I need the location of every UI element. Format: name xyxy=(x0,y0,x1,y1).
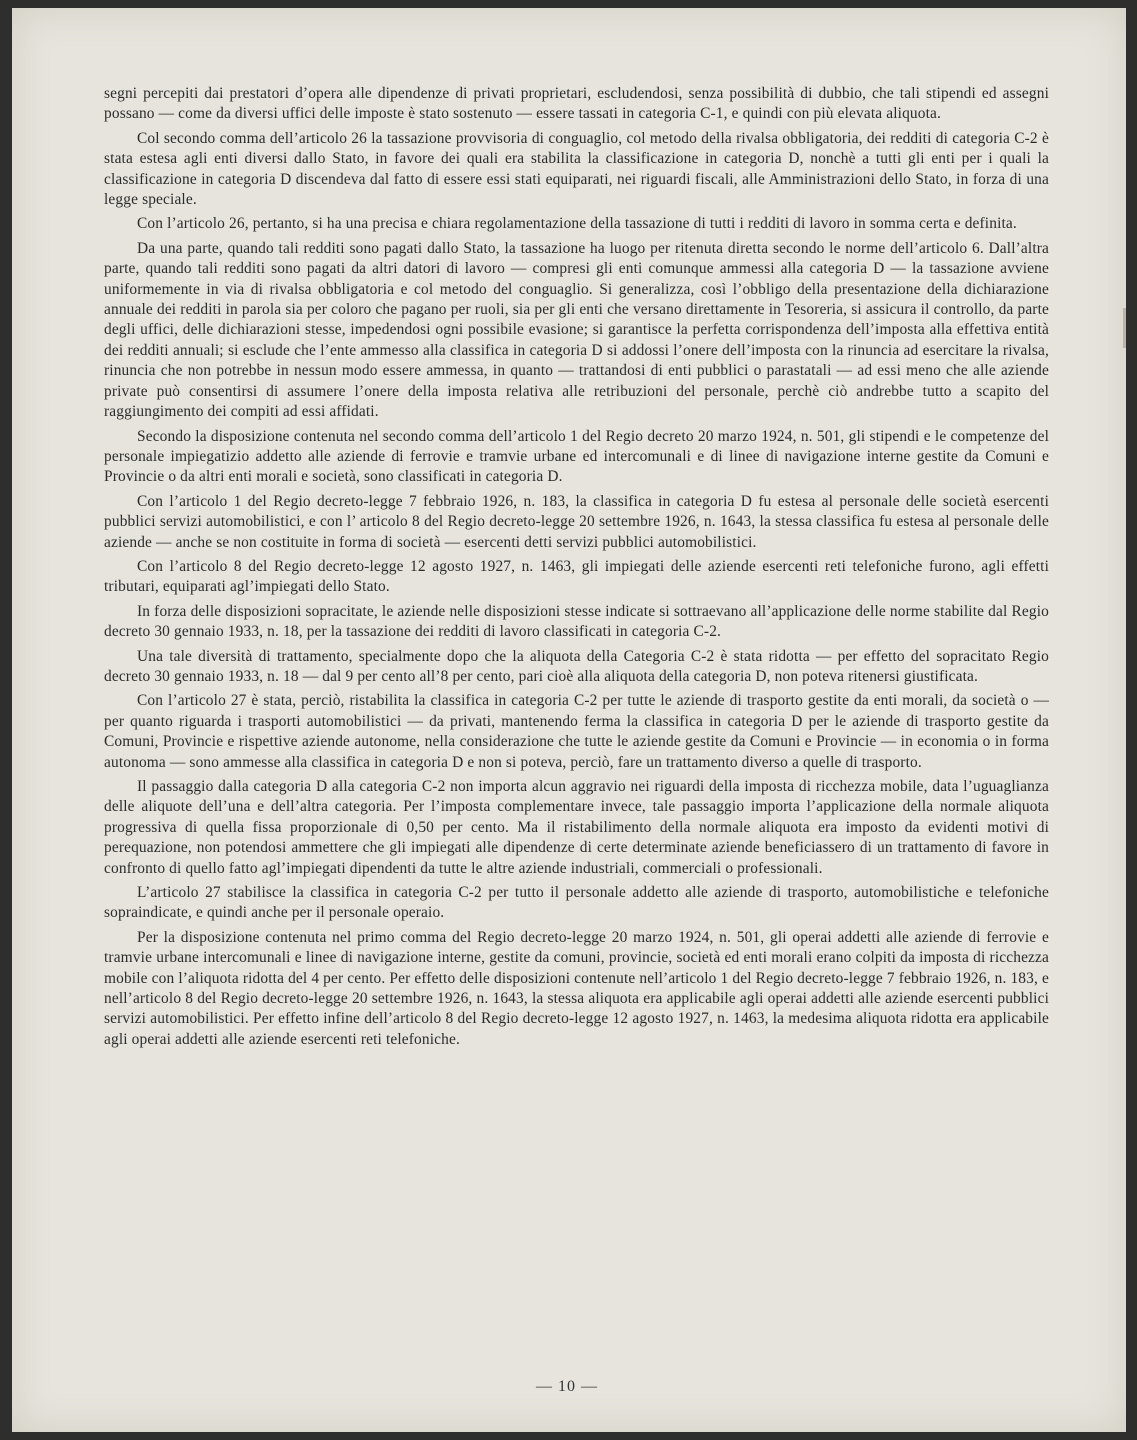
paragraph-6: Con l’articolo 1 del Regio decreto-legge 7 febbraio 1926, n. 183, la classifica in categoria D fu estesa al personale delle società esercenti pubblici servizi automobilistici, e con l’ articolo 8 del Regio decreto-legge 20 settembre 1926, n. 1643, la stessa classifica fu estesa al personale delle aziende — anche se non costituite in forma di società — esercenti detti servizi pubblici automobilistici. xyxy=(104,492,1049,551)
page-number: — 10 — xyxy=(536,1378,598,1395)
paragraph-9: Una tale diversità di trattamento, specialmente dopo che la aliquota della Categoria C-2 è stata ridotta — per effetto del sopracitato Regio decreto 30 gennaio 1933, n. 18 — dal 9 per cento all’8 per cento, pari cioè alla aliquota della categoria D, non poteva ritenersi giustificata. xyxy=(104,647,1049,685)
paragraph-3: Con l’articolo 26, pertanto, si ha una precisa e chiara regolamentazione della tassazione di tutti i redditi di lavoro in somma certa e definita. xyxy=(137,215,1017,233)
paragraph-2: Col secondo comma dell’articolo 26 la tassazione provvisoria di conguaglio, col metodo della rivalsa obbligatoria, dei redditi di categoria C-2 è stata estesa agli enti diversi dallo Stato, in favore dei quali era stabilita la classificazione in categoria D, nonchè a tutti gli enti per i quali la classificazione in categoria D discendeva dal fatto di essere essi stati equiparati, nei riguardi fiscali, alle Amministrazioni dello Stato, in forza di una legge speciale. xyxy=(104,129,1049,209)
paragraph-11: Il passaggio dalla categoria D alla categoria C-2 non importa alcun aggravio nei riguardi della imposta di ricchezza mobile, data l’uguaglianza delle aliquote dell’una e dell’altra categoria. Per l’imposta complementare invece, tale passaggio importa l’applicazione della normale aliquota progressiva di quella fissa proporzionale di 0,50 per cento. Ma il ristabilimento della normale aliquota era imposto da evidenti motivi di perequazione, non potendosi ammettere che gli impiegati alle dipendenze di certe determinate aziende beneficiassero di un trattamento di favore in confronto di quello fatto agl’impiegati dipendenti da tutte le altre aziende industriali, commerciali o professionali. xyxy=(104,778,1049,877)
body-text xyxy=(104,84,1049,1054)
page-edge-mark xyxy=(1123,308,1126,348)
paragraph-13: Per la disposizione contenuta nel primo comma del Regio decreto-legge 20 marzo 1924, n. 501, gli operai addetti alle aziende di ferrovie e tramvie urbane intercomunali e linee di navigazione interne, gestite da comuni, provincie, società ed enti morali erano colpiti da imposta di ricchezza mobile con l’aliquota ridotta del 4 per cento. Per effetto delle disposizioni contenute nell’articolo 1 del Regio decreto-legge 7 febbraio 1926, n. 183, e nell’articolo 8 del Regio decreto-legge 20 settembre 1926, n. 1643, la stessa aliquota era applicabile agli operai addetti alle aziende esercenti pubblici servizi automobilistici. Per effetto infine dell’articolo 8 del Regio decreto-legge 12 agosto 1927, n. 1463, la medesima aliquota ridotta era applicabile agli operai addetti alle aziende esercenti reti telefoniche. xyxy=(104,928,1049,1048)
paragraph-10: Con l’articolo 27 è stata, perciò, ristabilita la classifica in categoria C-2 per tutte le aziende di trasporto gestite da enti morali, da società o — per quanto riguarda i trasporti automobilistici — da privati, mantenendo ferma la classifica in categoria D per le aziende di trasporto gestite da Comuni, Provincie e rispettive aziende autonome, nella considerazione che tutte le aziende gestite da Comuni e Provincie — in economia o in forma autonoma — sono ammesse alla classifica in categoria D e non si poteva, perciò, fare un trattamento diverso a quelle di trasporto. xyxy=(104,692,1049,771)
paragraph-4: Da una parte, quando tali redditi sono pagati dallo Stato, la tassazione ha luogo per ritenuta diretta secondo le norme dell’articolo 6. Dall’altra parte, quando tali redditi sono pagati da altri datori di lavoro — compresi gli enti comunque ammessi alla categoria D — la tassazione avviene uniformemente in via di rivalsa obbligatoria e col metodo del conguaglio. Si generalizza, così l’obbligo della presentazione della dichiarazione annuale dei redditi in parola sia per coloro che pagano per ruoli, sia per gli enti che versano direttamente in Tesoreria, si assicura il controllo, da parte degli uffici, delle dichiarazioni stesse, impedendosi ogni possibile evasione; si garantisce la perfetta corrispondenza dell’imposta alla effettiva entità dei redditi annuali; si esclude che l’ente ammesso alla classifica in categoria D si addossi l’onere dell’imposta con la rinuncia ad esercitare la rivalsa, rinuncia che non potrebbe in nessun modo essere ammessa, in quanto — trattandosi di enti pubblici o parastatali — ad essi meno che alle aziende private può consentirsi di assumere l’onere della imposta relativa alle retribuzioni del personale, perchè ciò andrebbe tutto a scapito del raggiungimento dei compiti ad essi affidati. xyxy=(104,239,1049,421)
paragraph-5: Secondo la disposizione contenuta nel secondo comma dell’articolo 1 del Regio decreto 20 marzo 1924, n. 501, gli stipendi e le competenze del personale impiegatizio addetto alle aziende di ferrovie e tramvie urbane ed intercomunali e di linee di navigazione interne gestite da Comuni e Provincie o da altri enti morali e società, sono classificati in categoria D. xyxy=(104,427,1049,486)
paragraph-8: In forza delle disposizioni sopracitate, le aziende nelle disposizioni stesse indicate si sottraevano all’applicazione delle norme stabilite dal Regio decreto 30 gennaio 1933, n. 18, per la tassazione dei redditi di lavoro classificati in categoria C-2. xyxy=(104,602,1049,641)
paragraph-12: L’articolo 27 stabilisce la classifica in categoria C-2 per tutto il personale addetto alle aziende di trasporto, automobilistiche e telefoniche sopraindicate, e quindi anche per il personale operaio. xyxy=(104,884,1049,922)
paragraph-7: Con l’articolo 8 del Regio decreto-legge 12 agosto 1927, n. 1463, gli impiegati delle aziende esercenti reti telefoniche furono, agli effetti tributari, equiparati agl’impiegati dello Stato. xyxy=(104,557,1049,596)
paragraph-1: segni percepiti dai prestatori d’opera alle dipendenze di privati proprietari, escludendosi, senza possibilità di dubbio, che tali stipendi ed assegni possano — come da diversi uffici delle imposte è stato sostenuto — essere tassati in categoria C-1, e quindi con più elevata aliquota. xyxy=(104,85,1049,123)
